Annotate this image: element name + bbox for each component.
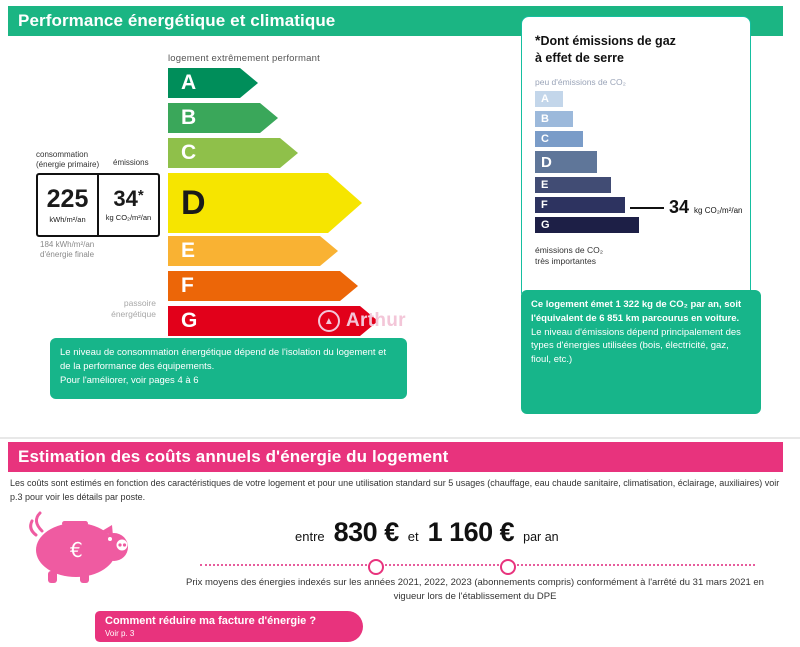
ges-value: 34 bbox=[669, 197, 690, 217]
energy-class-f bbox=[168, 271, 194, 301]
ges-value-block bbox=[669, 197, 742, 218]
watermark-logo-icon: ▲ bbox=[318, 310, 340, 332]
energy-class-letter: D bbox=[181, 183, 206, 222]
energy-class-letter: B bbox=[181, 106, 197, 129]
ges-class-letter: A bbox=[541, 93, 549, 105]
ges-class-c bbox=[535, 131, 583, 147]
asterisk-marker: * bbox=[137, 187, 144, 204]
section-divider bbox=[0, 437, 800, 439]
watermark bbox=[318, 310, 406, 332]
ges-class-letter: C bbox=[541, 133, 549, 145]
cost-between-label: entre bbox=[295, 529, 325, 544]
price-index-note: Prix moyens des énergies indexés sur les années 2021, 2022, 2023 (abonnements compris) conformément à l'arrêté du 31 mars 2021 en vigueur lors de l'établissement du DPE bbox=[186, 577, 764, 603]
consumption-cell bbox=[38, 175, 99, 235]
ges-unit: kg CO₂/m²/an bbox=[694, 206, 743, 215]
energy-class-c bbox=[168, 138, 196, 168]
energy-class-a bbox=[168, 68, 196, 98]
callout-emissions bbox=[521, 290, 761, 414]
ges-class-g bbox=[535, 217, 639, 233]
performance-section-title: Performance énergétique et climatique bbox=[18, 11, 336, 30]
cost-min-amount: 830 € bbox=[333, 517, 399, 547]
ges-title: *Dont émissions de gaz à effet de serre bbox=[535, 32, 676, 65]
reduce-bill-cta-sub: Voir p. 3 bbox=[105, 629, 135, 638]
reduce-bill-cta[interactable] bbox=[95, 611, 363, 642]
consumption-value: 225 bbox=[46, 184, 89, 213]
ges-leader-line bbox=[630, 207, 664, 209]
emissions-cell bbox=[99, 175, 158, 235]
energy-class-letter: E bbox=[181, 239, 196, 262]
ges-class-letter: F bbox=[541, 199, 548, 211]
cost-and-label: et bbox=[407, 529, 419, 544]
emissions-unit: kg CO₂/m²/an bbox=[105, 213, 152, 222]
consumption-unit: kWh/m²/an bbox=[49, 214, 86, 224]
consumption-emissions-box bbox=[36, 173, 160, 237]
callout-emissions-bold: Ce logement émet 1 322 kg de CO₂ par an, soit l'équivalent de 6 851 km parcourus en voiture. bbox=[531, 299, 742, 324]
ges-class-letter: G bbox=[541, 219, 550, 231]
ges-class-e bbox=[535, 177, 611, 193]
cost-per-year-label: par an bbox=[523, 530, 559, 544]
energy-class-letter: C bbox=[181, 141, 197, 164]
ges-asterisk-icon: * bbox=[535, 32, 541, 48]
emissions-header: émissions bbox=[113, 158, 149, 167]
consumption-header: consommation (énergie primaire) bbox=[36, 150, 100, 169]
emissions-value-wrap bbox=[113, 188, 143, 210]
energy-class-b bbox=[168, 103, 196, 133]
costs-note: Les coûts sont estimés en fonction des caractéristiques de votre logement et pour une utilisation standard sur 5 usages (chauffage, eau chaude sanitaire, climatisation, éclairage, auxiliaires) voir p.3 pour voir les détails par poste. bbox=[10, 478, 780, 502]
cost-range-scale bbox=[200, 560, 755, 570]
ges-footer: émissions de CO₂ très importantes bbox=[535, 245, 604, 267]
final-energy-note: 184 kWh/m²/an d'énergie finale bbox=[40, 240, 95, 260]
cost-estimate-line bbox=[295, 517, 559, 548]
energy-class-letter: G bbox=[181, 309, 198, 332]
passoire-label: passoire énergétique bbox=[111, 298, 156, 320]
reduce-bill-cta-title: Comment réduire ma facture d'énergie ? bbox=[105, 615, 317, 627]
piggy-bank-icon bbox=[18, 505, 138, 585]
costs-section-title: Estimation des coûts annuels d'énergie du logement bbox=[18, 447, 449, 466]
ges-subtitle: peu d'émissions de CO₂ bbox=[535, 77, 626, 87]
energy-class-g bbox=[168, 306, 197, 336]
ges-class-letter: E bbox=[541, 179, 549, 191]
label-top-performant: logement extrêmement performant bbox=[168, 53, 320, 64]
watermark-text: Arthur bbox=[346, 310, 406, 331]
ges-class-f bbox=[535, 197, 625, 213]
cost-scale-track bbox=[200, 564, 755, 566]
energy-class-letter: A bbox=[181, 71, 197, 94]
callout-consumption: Le niveau de consommation énergétique dépend de l'isolation du logement et de la performance des équipements. Pour l'améliorer, voir pages 4 à 6 bbox=[50, 338, 407, 399]
energy-class-e bbox=[168, 236, 195, 266]
costs-section-header bbox=[8, 442, 783, 472]
cost-scale-knob-max[interactable] bbox=[500, 559, 516, 575]
svg-text:€: € bbox=[70, 538, 83, 562]
ges-class-b bbox=[535, 111, 573, 127]
callout-emissions-rest: Le niveau d'émissions dépend principalement des types d'énergies utilisées (bois, électricité, gaz, fioul, etc.) bbox=[531, 326, 741, 366]
energy-class-letter: F bbox=[181, 274, 194, 297]
ges-class-letter: B bbox=[541, 113, 549, 125]
ges-class-d bbox=[535, 151, 597, 173]
ges-class-letter: D bbox=[541, 153, 552, 171]
cost-scale-knob-min[interactable] bbox=[368, 559, 384, 575]
energy-class-d bbox=[168, 173, 206, 233]
ges-panel bbox=[521, 16, 751, 300]
ges-class-a bbox=[535, 91, 563, 107]
cost-max-amount: 1 160 € bbox=[427, 517, 515, 547]
emissions-value: 34 bbox=[113, 186, 138, 211]
